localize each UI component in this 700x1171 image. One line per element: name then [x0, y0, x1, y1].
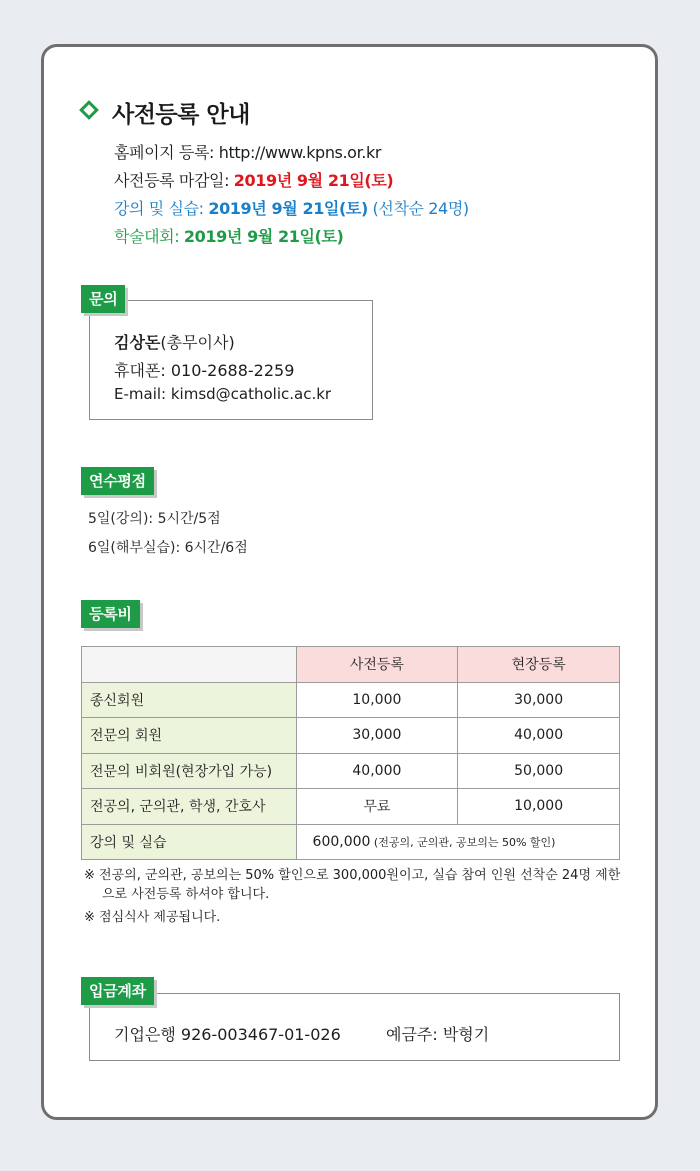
table-header-pre: 사전등록: [296, 647, 458, 683]
lecture-note: (선착순 24명): [367, 199, 469, 218]
lecture-discount-note: (전공의, 군의관, 공보의는 50% 할인): [370, 835, 556, 849]
table-header-row: [82, 647, 620, 683]
contact-phone: 휴대폰: 010-2688-2259: [114, 361, 295, 380]
fee-section-label: 등록비: [81, 600, 140, 628]
row-name: 전문의 회원: [82, 718, 297, 754]
row-name: 전공의, 군의관, 학생, 간호사: [82, 789, 297, 825]
credit-line-lecture: 5일(강의): 5시간/5점: [88, 511, 221, 527]
conference-line: [114, 224, 343, 247]
conference-label: 학술대회:: [114, 227, 184, 246]
row-pre-price: 무료: [296, 789, 458, 825]
contact-name-line: [114, 330, 235, 353]
contact-name: 김상돈: [114, 333, 161, 352]
page-title: 사전등록 안내: [112, 102, 250, 128]
row-pre-price: 10,000: [296, 682, 458, 718]
inquiry-section-label: 문의: [81, 285, 125, 313]
conference-value: 2019년 9월 21일(토): [183, 227, 344, 246]
row-onsite-price: 10,000: [458, 789, 620, 825]
homepage-url[interactable]: http://www.kpns.or.kr: [218, 143, 382, 162]
table-row: [82, 789, 620, 825]
table-row-lecture: [82, 824, 620, 860]
bank-section-label: 입금계좌: [81, 977, 154, 1005]
fee-note: ※ 점심식사 제공됩니다.: [84, 910, 221, 925]
row-pre-price: 40,000: [296, 753, 458, 789]
row-onsite-price: 40,000: [458, 718, 620, 754]
deadline-label: 사전등록 마감일:: [114, 171, 234, 190]
bank-account: 기업은행 926-003467-01-026: [114, 1025, 341, 1044]
account-holder: 예금주: 박형기: [386, 1025, 490, 1044]
fee-notes: [84, 866, 624, 927]
lecture-price-cell: [296, 824, 619, 860]
row-onsite-price: 30,000: [458, 682, 620, 718]
credits-section-label: 연수평점: [81, 467, 154, 495]
row-pre-price: 30,000: [296, 718, 458, 754]
credit-line-dissection: 6일(해부실습): 6시간/6점: [88, 540, 248, 556]
table-header-onsite: 현장등록: [458, 647, 620, 683]
homepage-label: 홈페이지 등록:: [114, 143, 219, 162]
row-onsite-price: 50,000: [458, 753, 620, 789]
homepage-line: [114, 140, 381, 163]
table-row: [82, 718, 620, 754]
deadline-line: [114, 168, 393, 191]
row-name: 강의 및 실습: [82, 824, 297, 860]
table-row: [82, 682, 620, 718]
table-header-blank: [82, 647, 297, 683]
table-row: [82, 753, 620, 789]
contact-role: (총무이사): [160, 333, 235, 352]
row-name: 종신회원: [82, 682, 297, 718]
deadline-value: 2019년 9월 21일(토): [233, 171, 394, 190]
fee-table: [81, 646, 620, 860]
lecture-label: 강의 및 실습:: [114, 199, 209, 218]
row-name: 전문의 비회원(현장가입 가능): [82, 753, 297, 789]
lecture-value: 2019년 9월 21일(토): [208, 199, 368, 218]
contact-email[interactable]: E-mail: kimsd@catholic.ac.kr: [114, 385, 332, 403]
lecture-price: 600,000: [312, 833, 371, 850]
fee-note: ※ 전공의, 군의관, 공보의는 50% 할인으로 300,000원이고, 실습 참여 인원 선착순 24명 제한으로 사전등록 하셔야 합니다.: [84, 868, 621, 902]
lecture-line: [114, 196, 469, 219]
